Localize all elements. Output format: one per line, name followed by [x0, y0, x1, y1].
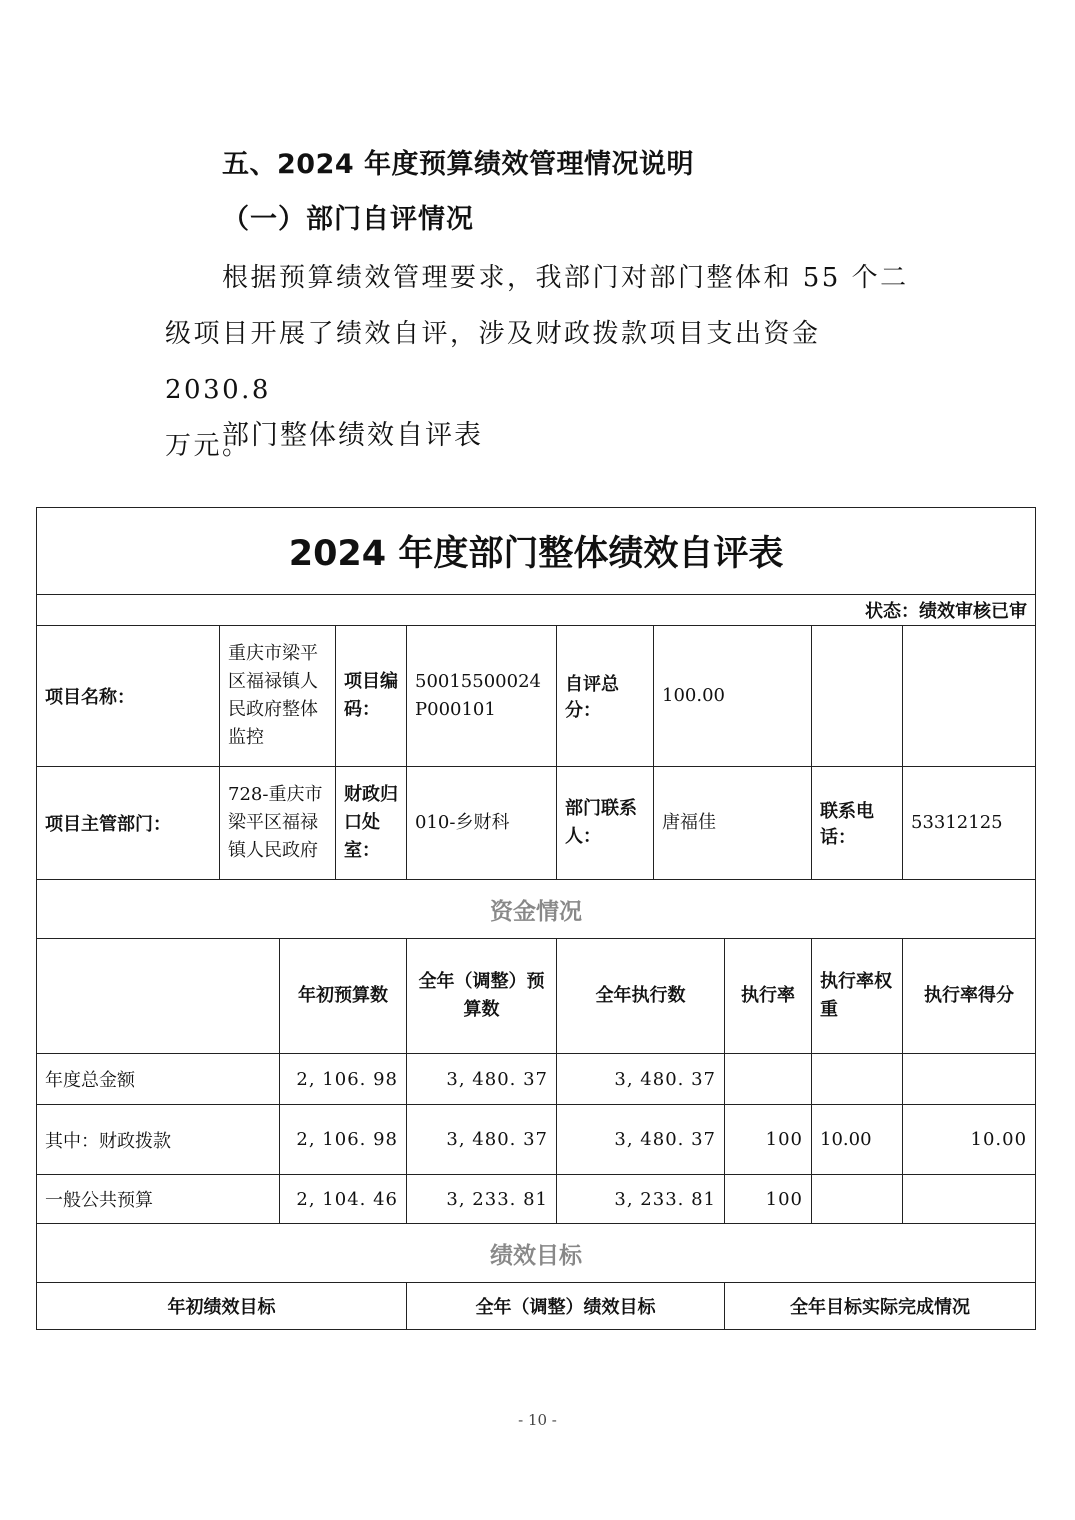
- row-name: 其中：财政拨款: [37, 1105, 280, 1175]
- self-evaluation-table: [36, 507, 1036, 1330]
- sub-heading: （一）部门自评情况: [222, 204, 474, 235]
- perf-col-actual-completion: 全年目标实际完成情况: [725, 1283, 1036, 1330]
- section-heading: 五、2024 年度预算绩效管理情况说明: [222, 149, 695, 180]
- dept-value: 728-重庆市梁平区福禄镇人民政府: [220, 767, 336, 880]
- header-rate-score: 执行率得分: [903, 939, 1036, 1054]
- finance-office-value: 010-乡财科: [407, 767, 557, 880]
- row-executed: 3, 480. 37: [557, 1054, 725, 1105]
- header-initial-budget: 年初预算数: [280, 939, 407, 1054]
- row-weight: [812, 1175, 903, 1224]
- contact-label: 部门联系人：: [557, 767, 654, 880]
- row-rate: 100: [725, 1175, 812, 1224]
- paragraph-line-2: 级项目开展了绩效自评，涉及财政拨款项目支出资金 2030.8: [165, 319, 821, 405]
- performance-section-title: 绩效目标: [37, 1224, 1036, 1283]
- table-row: [37, 1105, 1036, 1175]
- row-score: [903, 1175, 1036, 1224]
- header-executed: 全年执行数: [557, 939, 725, 1054]
- table-caption: 部门整体绩效自评表: [222, 420, 483, 451]
- header-rate-weight: 执行率权重: [812, 939, 903, 1054]
- row-rate: 100: [725, 1105, 812, 1175]
- empty-cell: [903, 626, 1036, 767]
- row-score: 10.00: [903, 1105, 1036, 1175]
- row-adjusted: 3, 233. 81: [407, 1175, 557, 1224]
- project-code-label: 项目编码：: [336, 626, 407, 767]
- row-score: [903, 1054, 1036, 1105]
- self-score-label: 自评总分：: [557, 626, 654, 767]
- self-score-value: 100.00: [654, 626, 812, 767]
- row-initial: 2, 106. 98: [280, 1105, 407, 1175]
- project-code-value: 50015500024P000101: [407, 626, 557, 767]
- row-rate: [725, 1054, 812, 1105]
- row-name: 年度总金额: [37, 1054, 280, 1105]
- row-adjusted: 3, 480. 37: [407, 1105, 557, 1175]
- perf-col-initial-goal: 年初绩效目标: [37, 1283, 407, 1330]
- table-row: [37, 1175, 1036, 1224]
- status-text: 状态：绩效审核已审: [37, 595, 1036, 626]
- empty-cell: [812, 626, 903, 767]
- paragraph-line-1: 根据预算绩效管理要求，我部门对部门整体和 55 个二: [222, 263, 909, 293]
- paragraph-line-3: 万元。: [165, 431, 251, 461]
- contact-value: 唐福佳: [654, 767, 812, 880]
- header-exec-rate: 执行率: [725, 939, 812, 1054]
- form-title: 2024 年度部门整体绩效自评表: [37, 508, 1036, 595]
- phone-label: 联系电话：: [812, 767, 903, 880]
- perf-col-adjusted-goal: 全年（调整）绩效目标: [407, 1283, 725, 1330]
- row-weight: 10.00: [812, 1105, 903, 1175]
- empty-cell: [37, 939, 280, 1054]
- header-adjusted-budget: 全年（调整）预算数: [407, 939, 557, 1054]
- project-name-value: 重庆市梁平区福禄镇人民政府整体监控: [220, 626, 336, 767]
- dept-label: 项目主管部门：: [37, 767, 220, 880]
- finance-office-label: 财政归口处室：: [336, 767, 407, 880]
- row-executed: 3, 480. 37: [557, 1105, 725, 1175]
- row-executed: 3, 233. 81: [557, 1175, 725, 1224]
- page-number: - 10 -: [518, 1411, 557, 1429]
- project-name-label: 项目名称：: [37, 626, 220, 767]
- row-name: 一般公共预算: [37, 1175, 280, 1224]
- row-weight: [812, 1054, 903, 1105]
- phone-value: 53312125: [903, 767, 1036, 880]
- table-row: [37, 1054, 1036, 1105]
- row-initial: 2, 106. 98: [280, 1054, 407, 1105]
- row-adjusted: 3, 480. 37: [407, 1054, 557, 1105]
- funds-section-title: 资金情况: [37, 880, 1036, 939]
- row-initial: 2, 104. 46: [280, 1175, 407, 1224]
